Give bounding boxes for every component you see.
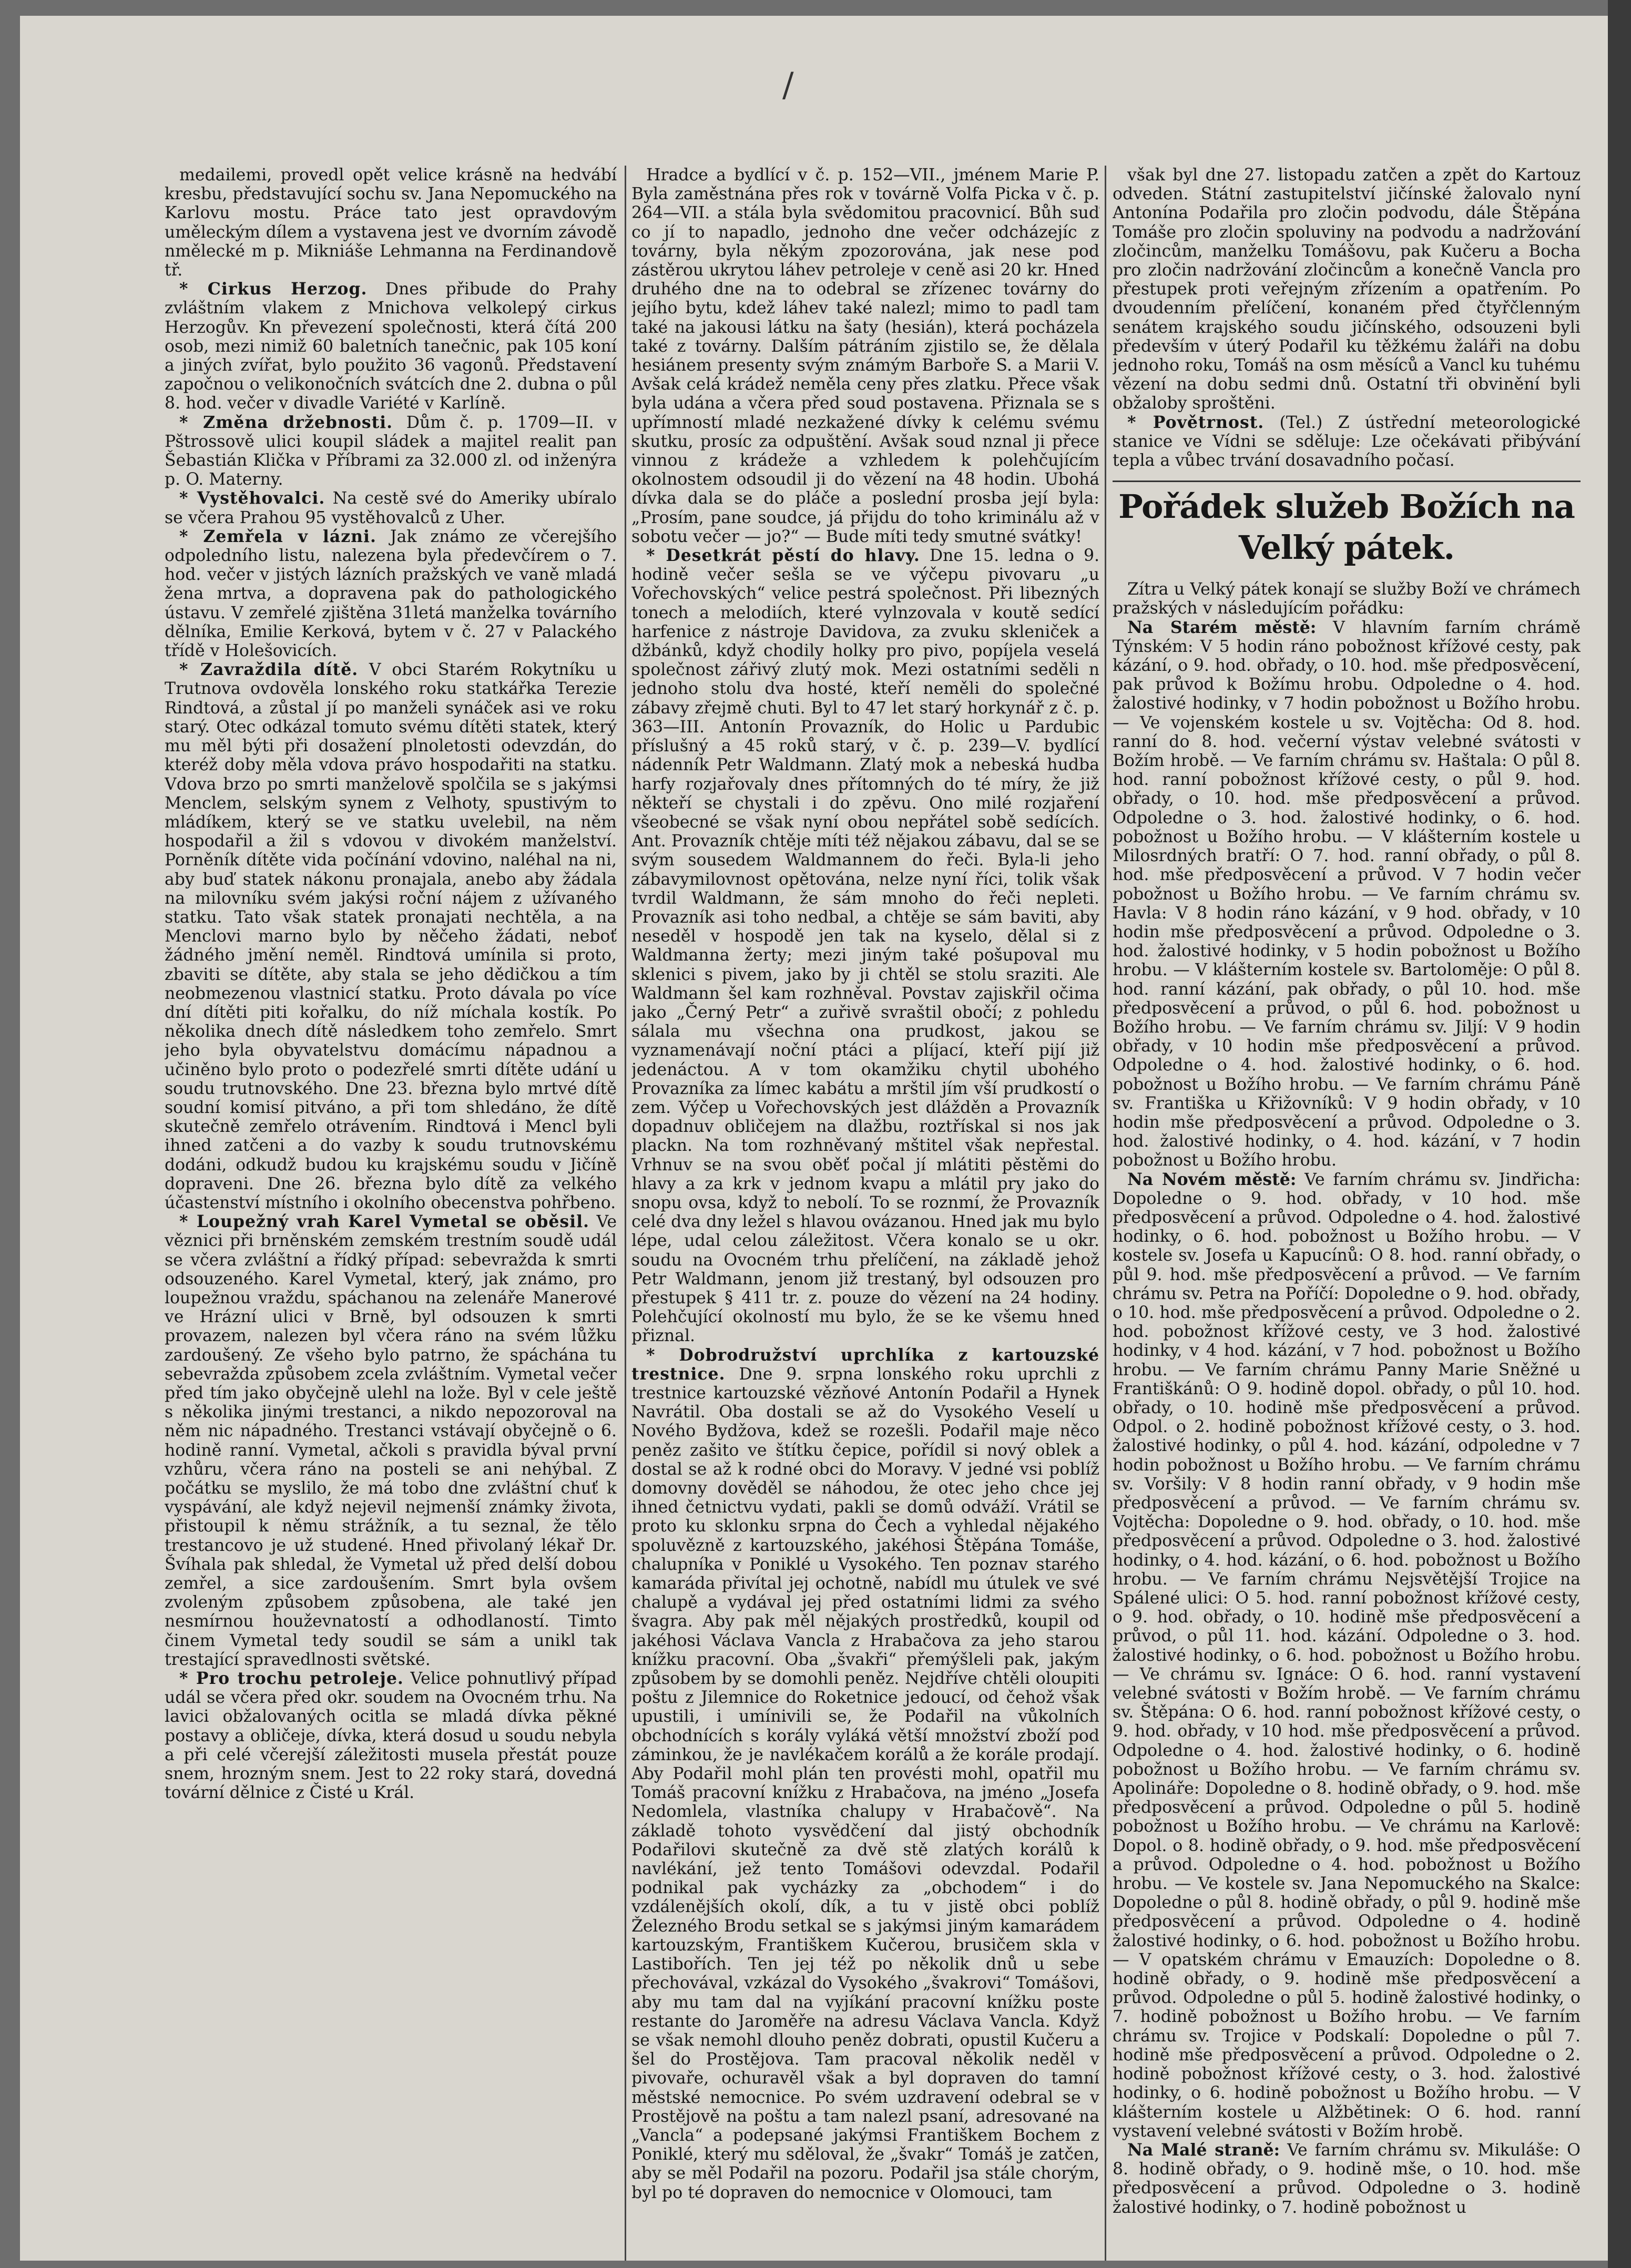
paragraph-text: V obci Starém Rokytníku u Trutnova ovdověla lonského roku statkářka Terezie Rindtová, a zůstal jí po manželi synáček asi ve roku starý. Otec odkázal tomuto svému dítěti statek, který mu měl býti při dosažení plnoletosti odevzdán, do kteréž doby měla vdova právo hospodařiti na statku. Vdova brzo po smrti manželově spolčila se s jakýmsi Menclem, selským synem z Velhoty, spustivým to mládíkem, který se ve statku uvelebil, na něm hospodařil a žil s vdovou v divokém manželství. Porněník dítěte vida počínání vdovino, naléhal na ni, aby buď statek nákonu pronajala, anebo aby žádala na milovníku svém jakýsi roční nájem z užívaného statku. Tato však statek pronajati nechtěla, a na Menclovi marno bylo by něčeho žádati, neboť žádného jmění neměl. Rindtová umínila si proto, zbaviti se dítěte, aby stala se jeho dědičkou a tím neobmezenou vlastnicí statku. Proto dávala po více dní dítěti piti kořalku, do níž míchala kostík. Po několika dnech dítě následkem toho zemřelo. Smrt jeho byla obyvatelstvu domácímu nápadnou a učiněno bylo proto o podezřelé smrti dítěte udání u soudu trutnovského. Dne 23. března bylo mrtvé dítě soudní komisí pitváno, a při tom shledáno, že dítě skutečně zemřelo otrávením. Rindtová i Mencl byli ihned zatčeni a do vazby k soudu trutnovskému dodáni, odkudž budou ku krajskému soudu v Jičíně dopraveni. Dne 26. března bylo dítě za velkého účastenství místního i okolního obecenstva pohřbeno. [165, 660, 617, 1212]
article-paragraph [631, 546, 1099, 1346]
paragraph-text: Dne 15. ledna o 9. hodině večer sešla se ve výčepu pivovaru „u Vořechovských“ velice pestrá společnost. Při libezných tonech a melodiích, které vylnzovala v koutě sedící harfenice z nástroje Davidova, za zvuku skleniček a džbánků, když chodily holky pro pivo, popíjela veselá společnost zářivý zlutý mok. Mezi ostatními seděli n jednoho stolu dva hosté, kteří neměli do společné zábavy zřejmě chuti. Byl to 47 let starý horkynář z č. p. 363—III. Antonín Provazník, do Holic u Pardubic příslušný a 45 roků starý, v č. p. 239—V. bydlící nádenník Petr Waldmann. Zlatý mok a nebeská hudba harfy rozjařovaly dnes přítomných do té míry, že již někteří se chystali i do zpěvu. Ono milé rozjaření všeobecné se však nyní obou nepřátel sobě sedících. Ant. Provazník chtěje míti též nějakou zábavu, dal se se svým sousedem Waldmannem do řeči. Byla-li jeho zábavymilovnost opětována, nelze nyní říci, tolik však tvrdil Waldmann, že sám mnoho do řeči nepleti. Provazník asi toho nedbal, a chtěje se sám baviti, aby neseděl v hospodě jen tak na kyselo, dělal si z Waldmanna žerty; mezi jiným také pošupoval mu sklenici s pivem, jako by ji chtěl se stolu sraziti. Ale Waldmann šel kam rozhněval. Povstav zajiskřil očima jako „Černý Petr“ a zuřivě svraštil obočí; z pohledu sálala mu všechna ona prudkost, jakou se vyznamenávají noční ptáci a plíjací, kteří pijí již jedenáctou. A v tom okamžiku chytil ubohého Provazníka za límec kabátu a mrštil jím vší prudkostí o zem. Výčep u Vořechovských jest dlážděn a Provazník dopadnuv obličejem na dlažbu, roztřískal si nos jak plackn. Na tom rozhněvaný mštitel však nepřestal. Vrhnuv se na svou oběť počal jí mlátiti pěstěmi do hlavy a za krk v jednom kvapu a mlátil pry jako do snopu ovsa, když to nebolí. To se roznmí, že Provazník celé dva dny ležel s hlavou ovázanou. Hned jak mu bylo lépe, udal celou záležitost. Včera konalo se u okr. soudu na Ovocném trhu přelíčení, na základě jehož Petr Waldmann, jenom již trestaný, byl odsouzen pro přestupek § 411 tr. z. pouze do vězení na 24 hodiny. Polehčující okolností mu bylo, že se ke všemu hned přiznal. [631, 546, 1099, 1346]
district-label: Na Malé straně: [1127, 2140, 1280, 2160]
article-paragraph [631, 1346, 1099, 2202]
article-paragraph [165, 1212, 617, 1669]
article-paragraph [165, 660, 617, 1212]
paragraph-text: Dnes přibude do Prahy zvláštním vlakem z Mnichova velkolepý cirkus Herzogův. Kn převezení společnosti, která čítá 200 osob, mezi nimiž 60 baletních tanečnic, pak 105 koní a jiných zvířat, bylo použito 36 vagonů. Představení započnou o velikonočních svátcích dne 2. dubna o půl 8. hod. večer v divadle Variété v Karlíně. [165, 280, 617, 413]
district-label: Na Starém městě: [1127, 617, 1317, 637]
article-paragraph [631, 166, 1099, 546]
paragraph-text: (Tel.) Z ústřední meteorologické stanice ve Vídni se sděluje: Lze očekávati přibývání tepla a vůbec trvání dosavadního počasí. [1113, 413, 1581, 471]
article-paragraph [1113, 1170, 1581, 2141]
column-rule [625, 166, 626, 2261]
paragraph-text: Jak známo ze včerejšího odpoledního listu, nalezena byla předevčírem o 7. hod. večer v jistých lázních pražských ve vaně mladá žena mrtva, a dopravena pak do pathologického ústavu. V zemřelé zjištěna 31letá manželka továrního dělníka, Emilie Kerková, bytem v č. 27 v Palackého třídě v Holešovicích. [165, 527, 617, 661]
page-mark: / [782, 66, 794, 105]
paragraph-text: však byl dne 27. listopadu zatčen a zpět do Kartouz odveden. Státní zastupitelství jičínské žalovalo nyní Antonína Podařila pro zločin podvodu, dále Štěpána Tomáše pro zločin spoluviny na podvodu a nadržování zločincům, manželku Tomášovu, pak Kučeru a Bocha pro zločin nadržování zločincům a konečně Vancla pro přestupek proti veřejným zřízením a opatřením. Po dvoudenním přelíčení, konaném před čtyřčlenným senátem krajského soudu jičínského, odsouzeni byli především v úterý Podařil ku těžkému žaláři na dobu jednoho roku, Tomáš na osm měsíců a Vancl ku tuhému vězení na dobu sedmi dnů. Ostatní tři obvinění byli obžaloby sproštěni. [1113, 166, 1581, 413]
article-paragraph [1113, 580, 1581, 618]
paragraph-text: Zítra u Velký pátek konají se služby Boží ve chrámech pražských v následujícím pořádku: [1113, 580, 1581, 618]
column-2 [631, 166, 1099, 2261]
paragraph-text: Ve věznici při brněnském zemském trestním soudě udál se včera zvláštní a řídký případ: sebevražda k smrti odsouzeného. Karel Vymetal, který, jak známo, pro loupežnou vraždu, spáchanou na zelenáře Manerové ve Hrázní ulici v Brně, byl odsouzen k smrti provazem, nalezen byl včera ráno na svém lůžku zardoušený. Ze všeho bylo patrno, že spáchána tu sebevražda způsobem zcela zvláštním. Vymetal večer před tím jako obyčejně ulehl na lože. Byl v cele ještě s několika jinými trestanci, a nikdo nepozoroval na něm nic nápadného. Trestanci vstávají obyčejně o 6. hodině ranní. Vymetal, ačkoli s pravidla býval první vzhůru, včera ráno na posteli se ani nehýbal. Z počátku se myslilo, že má tobo dne zvláštní chuť k vyspávání, ale když nejevil nejmenší známky života, přistoupil k němu strážník, a tu seznal, že tělo trestancovo je už studené. Hned přivolaný lékař Dr. Švíhala pak shledal, že Vymetal už před delší dobou zemřel, a sice zardoušením. Smrt byla ovšem zvoleným způsobem způsobena, ale také jen nesmírnou houževnatostí a odhodlaností. Timto činem Vymetal tedy soudil se sám a unikl tak trestající spravedlnosti světské. [165, 1212, 617, 1669]
paragraph-text: V hlavním farním chrámě Týnském: V 5 hodin ráno pobožnost křížové cesty, pak kázání, o 9. hod. obřady, o 10. hod. mše předposvěcení, pak průvod k Božímu hrobu. Odpoledne o 4. hod. žalostivé hodinky, v 7 hodin pobožnost u Božího hrobu. — Ve vojenském kostele u sv. Vojtěcha: Od 8. hod. ranní do 8. hod. večerní výstav velebné svátosti v Božím hrobě. — Ve farním chrámu sv. Haštala: O půl 8. hod. ranní pobožnost křížové cesty, o půl 9. hod. obřady, o 10. hod. mše předposvěcení a průvod. Odpoledne o 3. hod. žalostivé hodinky, o 6. hod. pobožnost u Božího hrobu. — V klášterním kostele u Milosrdných bratří: O 7. hod. ranní obřady, o půl 8. hod. mše předposvěcení a průvod. V 7 hodin večer pobožnost u Božího hrobu. — Ve farním chrámu sv. Havla: V 8 hodin ráno kázání, v 9 hod. obřady, v 10 hodin mše předposvěcení a průvod. Odpoledne o 3. hod. žalostivé hodinky, v 5 hodin pobožnost u Božího hrobu. — V klášterním kostele sv. Bartoloměje: O půl 8. hod. ranní kázání, pak obřady, o půl 10. hod. mše předposvěcení a průvod, o půl 6. hod. pobožnost u Božího hrobu. — Ve farním chrámu sv. Jiljí: V 9 hodin obřady, v 10 hodin mše předposvěcení a průvod. Odpoledne o 4. hod. žalostivé hodinky, o 6. hod. pobožnost u Božího hrobu. — Ve farním chrámu Páně sv. Františka u Křižovníků: V 9 hodin obřady, v 10 hodin mše předposvěcení a průvod. Odpoledne o 3. hod. žalostivé hodinky, o 4. hod. kázání, v 7 hodin pobožnost u Božího hrobu. [1113, 618, 1581, 1170]
article-paragraph [165, 280, 617, 413]
article-headline: * Zemřela v lázni. [179, 526, 376, 546]
column-3 [1113, 166, 1581, 2261]
paragraph-text: Dne 9. srpna lonského roku uprchli z trestnice kartouzské vězňové Antonín Podařil a Hynek Navrátil. Oba dostali se až do Vysokého Veselí u Nového Bydžova, kdež se rozešli. Podařil maje něco peněz zašito ve štítku čepice, pořídil si nový oblek a dostal se až k rodné obci do Moravy. V jedné vsi poblíž domovny dověděl se náhodou, že otec jeho chce jej ihned četnictvu vydati, pakli se domů odváží. Vrátil se proto ku sklonku srpna do Čech a vyhledal nějakého spoluvězně z kartouzského, jakéhosi Štěpána Tomáše, chalupníka v Poniklé u Vysokého. Ten poznav starého kamaráda přivítal jej ochotně, nabídl mu útulek ve své chalupě a vydával jej před ostatními lidmi za svého švagra. Aby pak měl nějakých prostředků, koupil od jakéhosi Václava Vancla z Hrabačova za jeho starou knížku pracovní. Oba „švakři“ přemýšleli pak, jakým způsobem by se domohli peněz. Nejdříve chtěli oloupiti poštu z Jilemnice do Roketnice jedoucí, od čehož však upustili, i umínivili se, že Podařil na vůkolních obchodnících s korály vyláká větší množství zboží pod záminkou, že je navlékačem korálů a že korále prodají. Aby Podařil mohl plán ten provésti mohl, opatřil mu Tomáš pracovní knížku z Hrabačova, na jméno „Josefa Nedomlela, vlastníka chalupy v Hrabačově“. Na základě tohoto vysvědčení dal jistý obchodník Podařilovi skutečně za dvě stě zlatých korálů k navlékání, jež tento Tomášovi odevzdal. Podařil podnikal pak vycházky za „obchodem“ i do vzdálenějších okolí, dík, a tu v jistě obci poblíž Železného Brodu setkal se s jakýmsi jiným kamarádem kartouzským, Františkem Kučerou, brusičem skla v Lastibořích. Ten jej též po několik dnů u sebe přechovával, vzkázal do Vysokého „švakrovi“ Tomášovi, aby mu tam dal na vyjíkání pracovní knížku poste restante do Jaroměře na adresu Václava Vancla. Když se však nemohl dlouho peněz dobrati, opustil Kučeru a šel do Prostějova. Tam pracoval několik neděl v pivovaře, ochuravěl však a byl dopraven do tamní městské nemocnice. Po svém uzdravení odebral se v Prostějově na poštu a tam nalezl psaní, adresované na „Vancla“ a podepsané jakýmsi Františkem Bochem z Poniklé, který mu sděloval, že „švakr“ Tomáš je zatčen, aby se měl Podařil na pozoru. Podařil jsa stále chorým, byl po té dopraven do nemocnice v Olomouci, tam [631, 1364, 1099, 2202]
article-headline: * Změna držebnosti. [179, 412, 393, 432]
district-label: Na Novém městě: [1127, 1169, 1297, 1189]
column-1 [165, 166, 617, 2261]
paragraph-text: Hradce a bydlící v č. p. 152—VII., jménem Marie P. Byla zaměstnána přes rok v továrně Volfa Picka v č. p. 264—VII. a stála byla svědomitou pracovnicí. Bůh suď co jí to napadlo, jednoho dne večer odcházejíc z továrny, byla někým zpozorována, jak nese pod zástěrou ukrytou láhev petroleje v ceně asi 20 kr. Hned druhého dne na to odebral se zřízenec továrny do jejího bytu, kdež láhev také nalezl; mimo to padl tam také na jakousi látku na šaty (hesián), která pocházela také z továrny. Dalším pátráním zjistilo se, že dělala hesiánem presenty svým známým Barboře S. a Marii V. Avšak celá krádež neměla ceny přes zlatku. Přece však byla udána a včera před soud postavena. Přiznala se s upřímností mladé nezkažené dívky k celému svému skutku, prosíc za odpuštění. Avšak soud nznal ji přece vinnou z krádeže a vzhledem k polehčujícím okolnostem odsoudil ji do vězení na 48 hodin. Ubohá dívka dala se do pláče a poslední prosba její byla: „Prosím, pane soudce, já přijdu do toho kriminálu až v sobotu večer — jo?“ — Bude míti tedy smutné svátky! [631, 166, 1099, 546]
newspaper-page [20, 16, 1608, 2261]
article-headline: * Vystěhovalci. [179, 488, 325, 508]
paragraph-text: Na cestě své do Ameriky ubíralo se včera Prahou 95 vystěhovalců z Uher. [165, 489, 617, 527]
article-headline: * Pro trochu petroleje. [179, 1669, 404, 1689]
scan-edge [1608, 0, 1631, 2268]
paragraph-text: Velice pohnutlivý případ udál se včera před okr. soudem na Ovocném trhu. Na lavici obžalovaných ocitla se mladá dívka pěkné postavy a obličeje, dívka, která dosud u soudu nebyla a při celé včerejší záležitosti musela přestát pouze snem, hrozným snem. Jest to 22 roky stará, dovedná tovární dělnice z Čisté u Král. [165, 1669, 617, 1803]
section-heading: Pořádek služeb Božích na Velký pátek. [1113, 481, 1581, 568]
article-paragraph [165, 489, 617, 527]
article-paragraph [1113, 413, 1581, 471]
article-headline: * Loupežný vrah Karel Vymetal se oběsil. [179, 1212, 590, 1232]
article-paragraph [165, 1669, 617, 1802]
paragraph-text: Ve farním chrámu sv. Mikuláše: O 8. hodině obřady, o 9. hodině mše, o 10. hod. mše předposvěcení a průvod. Odpoledne o 3. hodině žalostivé hodinky, o 7. hodině pobožnost u [1113, 2140, 1581, 2217]
article-paragraph [1113, 2141, 1581, 2217]
article-paragraph [165, 527, 617, 660]
article-paragraph [165, 166, 617, 280]
article-headline: * Zavraždila dítě. [179, 660, 359, 680]
article-paragraph [1113, 166, 1581, 413]
article-paragraph [165, 413, 617, 489]
paragraph-text: Ve farním chrámu sv. Jindřicha: Dopoledne o 9. hod. obřady, v 10 hod. mše předposvěcení a průvod. Odpoledne o 4. hod. žalostivé hodinky, o 6. hod. pobožnost u Božího hrobu. — V kostele sv. Josefa u Kapucínů: O 8. hod. ranní obřady, o půl 9. hod. mše předposvěcení a průvod. — Ve farním chrámu sv. Petra na Poříčí: Dopoledne o 9. hod. obřady, o 10. hod. mše předposvěcení a průvod. Odpoledne o 2. hod. pobožnost křížové cesty, ve 3 hod. žalostivé hodinky, v 4 hod. kázání, v 7 hod. pobožnost u Božího hrobu. — Ve farním chrámu Panny Marie Sněžné u Františkánů: O 9. hodině dopol. obřady, o půl 10. hod. obřady, o 10. hodině mše předposvěcení a průvod. Odpol. o 2. hodině pobožnost křížové cesty, o 3. hod. žalostivé hodinky, o půl 4. hod. kázání, odpoledne v 7 hodin pobožnost u Božího hrobu. — Ve farním chrámu sv. Voršily: V 8 hodin ranní obřady, v 9 hodin mše předposvěcení a průvod. — Ve farním chrámu sv. Vojtěcha: Dopoledne o 9. hod. obřady, o 10. hod. mše předposvěcení a průvod. Odpoledne o 3. hod. žalostivé hodinky, o 4. hod. kázání, o 6. hod. pobožnost u Božího hrobu. — Ve farním chrámu Nejsvětější Trojice na Spálené ulici: O 5. hod. ranní pobožnost křížové cesty, o 9. hod. obřady, o 10. hodině mše předposvěcení a průvod, o půl 11. hod. kázání. Odpoledne o 3. hod. žalostivé hodinky, o 6. hod. pobožnost u Božího hrobu. — Ve chrámu sv. Ignáce: O 6. hod. ranní vystavení velebné svátosti v Božím hrobě. — Ve farním chrámu sv. Štěpána: O 6. hod. ranní pobožnost křížové cesty, o 9. hod. obřady, v 10 hod. mše předposvěcení a průvod. Odpoledne o 4. hod. žalostivé hodinky, o 6. hodině pobožnost u Božího hrobu. — Ve farním chrámu sv. Apolináře: Dopoledne o 8. hodině obřady, o 9. hod. mše předposvěcení a průvod. Odpoledne o půl 5. hodině pobožnost u Božího hrobu. — Ve chrámu na Karlově: Dopol. o 8. hodině obřady, o 9. hod. mše předposvěcení a průvod. Odpoledne o 4. hod. pobožnost u Božího hrobu. — Ve kostele sv. Jana Nepomuckého na Skalce: Dopoledne o půl 8. hodině obřady, o půl 9. hodině mše předposvěcení a průvod. Odpoledne o 4. hodině žalostivé hodinky, o 6. hod. pobožnost u Božího hrobu. — V opatském chrámu v Emauzích: Dopoledne o 8. hodině obřady, o 9. hodině mše předposvěcení a průvod. Odpoledne o půl 5. hodině žalostivé hodinky, o 7. hodině pobožnost u Božího hrobu. — Ve farním chrámu sv. Trojice v Podskalí: Dopoledne o půl 7. hodině mše předposvěcení a průvod. Odpoledne o 2. hodině pobožnost křížové cesty, o 3. hod. žalostivé hodinky, o 6. hodině pobožnost u Božího hrobu. — V klášterním kostele u Alžbětinek: O 6. hod. ranní vystavení velebné svátosti v Božím hrobě. [1113, 1170, 1581, 2141]
article-headline: * Povětrnost. [1127, 412, 1265, 432]
column-rule [1105, 166, 1106, 2261]
article-headline: * Cirkus Herzog. [179, 279, 368, 299]
article-headline: * Dobrodružství uprchlíka z kartouzské trestnice. [631, 1345, 1099, 1384]
article-headline: * Desetkrát pěstí do hlavy. [646, 546, 920, 566]
paragraph-text: medailemi, provedl opět velice krásně na hedvábí kresbu, představující sochu sv. Jana Nepomuckého na Karlovu mostu. Práce tato jest opravdovým uměleckým dílem a vystavena jest ve dvorním závodě nmělecké m p. Mikniáše Lehmanna na Ferdinandově tř. [165, 166, 617, 280]
paragraph-text: Dům č. p. 1709—II. v Pštrossově ulici koupil sládek a majitel realit pan Šebastián Klička v Příbrami za 32.000 zl. od inženýra p. O. Materny. [165, 413, 617, 489]
article-paragraph [1113, 618, 1581, 1170]
